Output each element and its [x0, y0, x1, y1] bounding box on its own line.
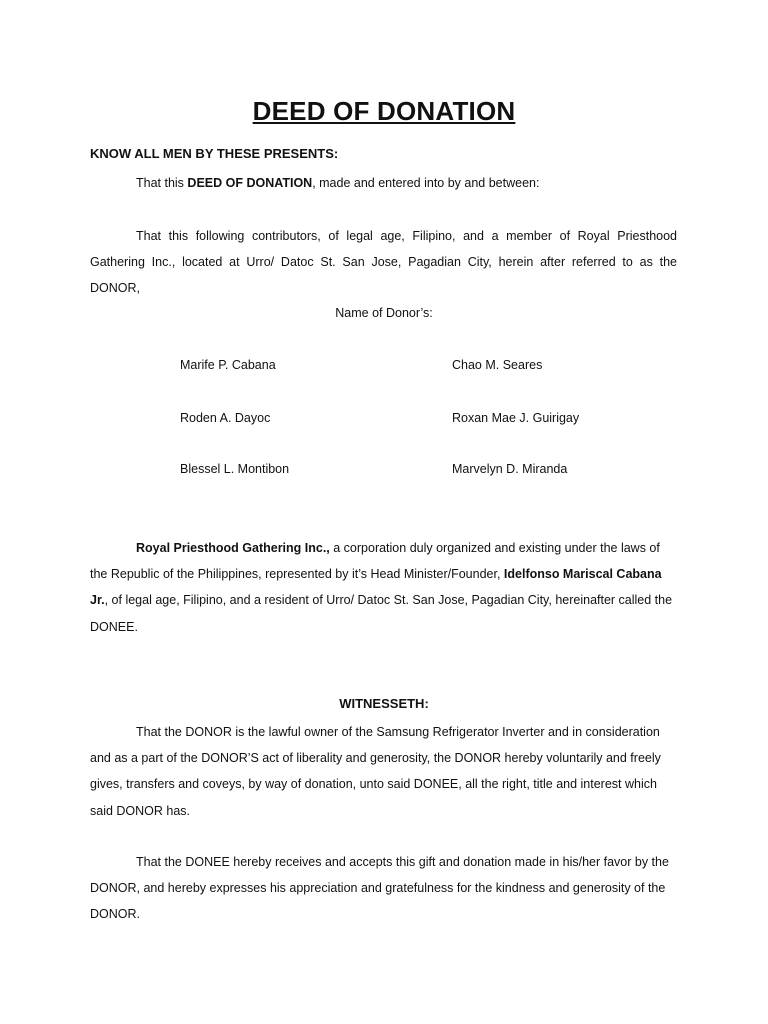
donee-text-1: a corporation duly organized and existing under the laws of the Republic of the Philippines, represented by it’s Head Minister/Founder, — [90, 541, 660, 582]
founder-name: Idelfonso Mariscal Cabana Jr. — [90, 567, 662, 608]
donor-name: Marife P. Cabana — [180, 358, 276, 372]
contributors-paragraph: That this following contributors, of legal age, Filipino, and a member of Royal Priesthood Gathering Inc., located at Urro/ Datoc St. San Jose, Pagadian City, herein after referred to as the DONOR, — [90, 229, 677, 296]
donor-name: Marvelyn D. Miranda — [452, 462, 568, 476]
intro-paragraph — [90, 170, 677, 196]
intro-post: , made and entered into by and between: — [312, 176, 540, 190]
acceptance-paragraph: That the DONEE hereby receives and accepts this gift and donation made in his/her favor by the DONOR, and hereby expresses his appreciation and gratefulness for the kindness and generosity of the DONOR. — [90, 855, 669, 922]
donor-name: Roden A. Dayoc — [180, 411, 271, 425]
witnesseth-heading: WITNESSETH: — [339, 696, 429, 711]
donee-text-2: , of legal age, Filipino, and a resident of Urro/ Datoc St. San Jose, Pagadian City, hereinafter called the DONEE. — [90, 593, 673, 634]
donor-name: Roxan Mae J. Guirigay — [452, 411, 580, 425]
intro-bold: DEED OF DONATION — [187, 176, 313, 190]
org-name: Royal Priesthood Gathering Inc., — [136, 541, 330, 555]
donor-name: Chao M. Seares — [452, 358, 543, 372]
document-title: DEED OF DONATION — [252, 96, 516, 126]
intro-pre: That this — [136, 176, 188, 190]
witness-paragraph: That the DONOR is the lawful owner of the Samsung Refrigerator Inverter and in consideration and as a part of the DONOR’S act of liberality and generosity, the DONOR hereby voluntarily and freely gives, transfers and coveys, by way of donation, unto said DONEE, all the right, title and interest which said DONOR has. — [90, 725, 661, 818]
know-all-men-heading: KNOW ALL MEN BY THESE PRESENTS: — [90, 146, 339, 161]
donor-name: Blessel L. Montibon — [180, 462, 290, 476]
donors-label: Name of Donor’s: — [335, 306, 433, 320]
donee-paragraph — [90, 535, 677, 640]
